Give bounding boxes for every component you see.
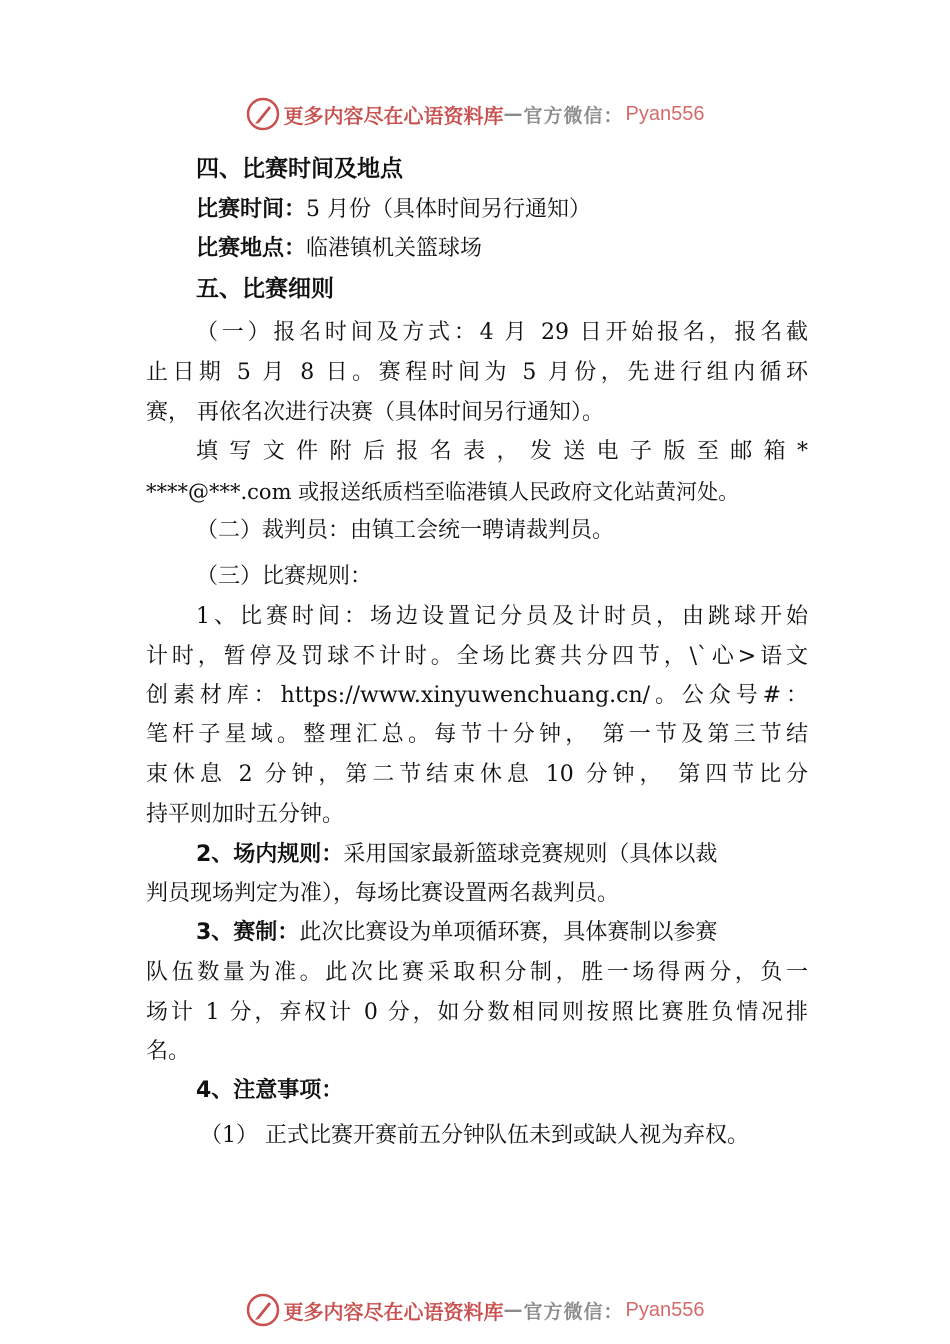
- match-place-value: 临港镇机关篮球场: [306, 236, 483, 261]
- match-time-value: 5 月份（具体时间另行通知）: [306, 197, 592, 222]
- rule3-line-4: 名。: [146, 1039, 191, 1064]
- rule1-line-2: 计时，暂停及罚球不计时。全场比赛共分四节，\`心>语文: [146, 644, 808, 669]
- header-banner: [0, 94, 950, 134]
- rules-heading: （三）比赛规则：: [196, 564, 373, 589]
- match-place-line: [196, 234, 858, 264]
- banner-dash: —: [503, 103, 524, 125]
- rule1-line-3: 创素材库：https://www.xinyuwenchuang.cn/。公众号#：: [146, 683, 808, 708]
- rule1-line-6: 持平则加时五分钟。: [146, 802, 345, 827]
- rule3-line-2: 队伍数量为准。此次比赛采取积分制，胜一场得两分，负一: [146, 960, 808, 985]
- banner-official: 官方微信：: [523, 1300, 624, 1323]
- rule2-text-1: 采用国家最新篮球竞赛规则（具体以裁: [343, 842, 718, 867]
- quill-logo-icon: [246, 1293, 280, 1327]
- banner-wechat-id: Pyan556: [625, 1298, 705, 1321]
- rule4-heading: 4、注意事项：: [196, 1078, 344, 1103]
- banner-text: 更多内容尽在心语资料库: [283, 1299, 504, 1324]
- quill-logo-icon: [246, 97, 280, 131]
- rule3-line-1: [196, 918, 858, 948]
- email-line-1: 填写文件附后报名表，发送电子版至邮箱*: [196, 439, 808, 464]
- registration-line-2: 止日期 5 月 8 日。赛程时间为 5 月份，先进行组内循环: [146, 360, 808, 385]
- rule2-line-1: [196, 840, 858, 870]
- note1-line: （1） 正式比赛开赛前五分钟队伍未到或缺人视为弃权。: [200, 1123, 749, 1148]
- referee-line: （二）裁判员：由镇工会统一聘请裁判员。: [196, 518, 615, 543]
- banner-dash: —: [503, 1299, 524, 1321]
- banner-wechat-id: Pyan556: [625, 102, 705, 125]
- match-place-label: 比赛地点：: [196, 236, 307, 261]
- match-time-line: [196, 195, 858, 225]
- email-line-2: ****@***.com 或报送纸质档至临港镇人民政府文化站黄河处。: [146, 480, 740, 504]
- rule2-line-2: 判员现场判定为准），每场比赛设置两名裁判员。: [146, 881, 620, 906]
- rule2-label: 2、场内规则：: [196, 842, 344, 867]
- registration-line-1: （一）报名时间及方式：4 月 29 日开始报名，报名截: [196, 320, 808, 345]
- registration-line-3: 赛， 再依名次进行决赛（具体时间另行通知）。: [146, 400, 604, 425]
- rule3-text-1: 此次比赛设为单项循环赛，具体赛制以参赛: [299, 920, 718, 945]
- match-time-label: 比赛时间：: [196, 197, 307, 222]
- rule3-label: 3、赛制：: [196, 920, 300, 945]
- rule3-line-3: 场计 1 分，弃权计 0 分，如分数相同则按照比赛胜负情况排: [146, 1000, 808, 1025]
- rule1-line-1: 1、比赛时间：场边设置记分员及计时员，由跳球开始: [196, 604, 808, 629]
- section4-heading: 四、比赛时间及地点: [196, 156, 403, 182]
- banner-text: 更多内容尽在心语资料库: [283, 103, 504, 128]
- rule1-line-4: 笔杆子星域。整理汇总。每节十分钟， 第一节及第三节结: [146, 722, 808, 747]
- footer-banner: [0, 1290, 950, 1330]
- rule1-line-5: 束休息 2 分钟，第二节结束休息 10 分钟， 第四节比分: [146, 762, 808, 787]
- banner-official: 官方微信：: [523, 104, 624, 127]
- section5-heading: 五、比赛细则: [196, 276, 334, 302]
